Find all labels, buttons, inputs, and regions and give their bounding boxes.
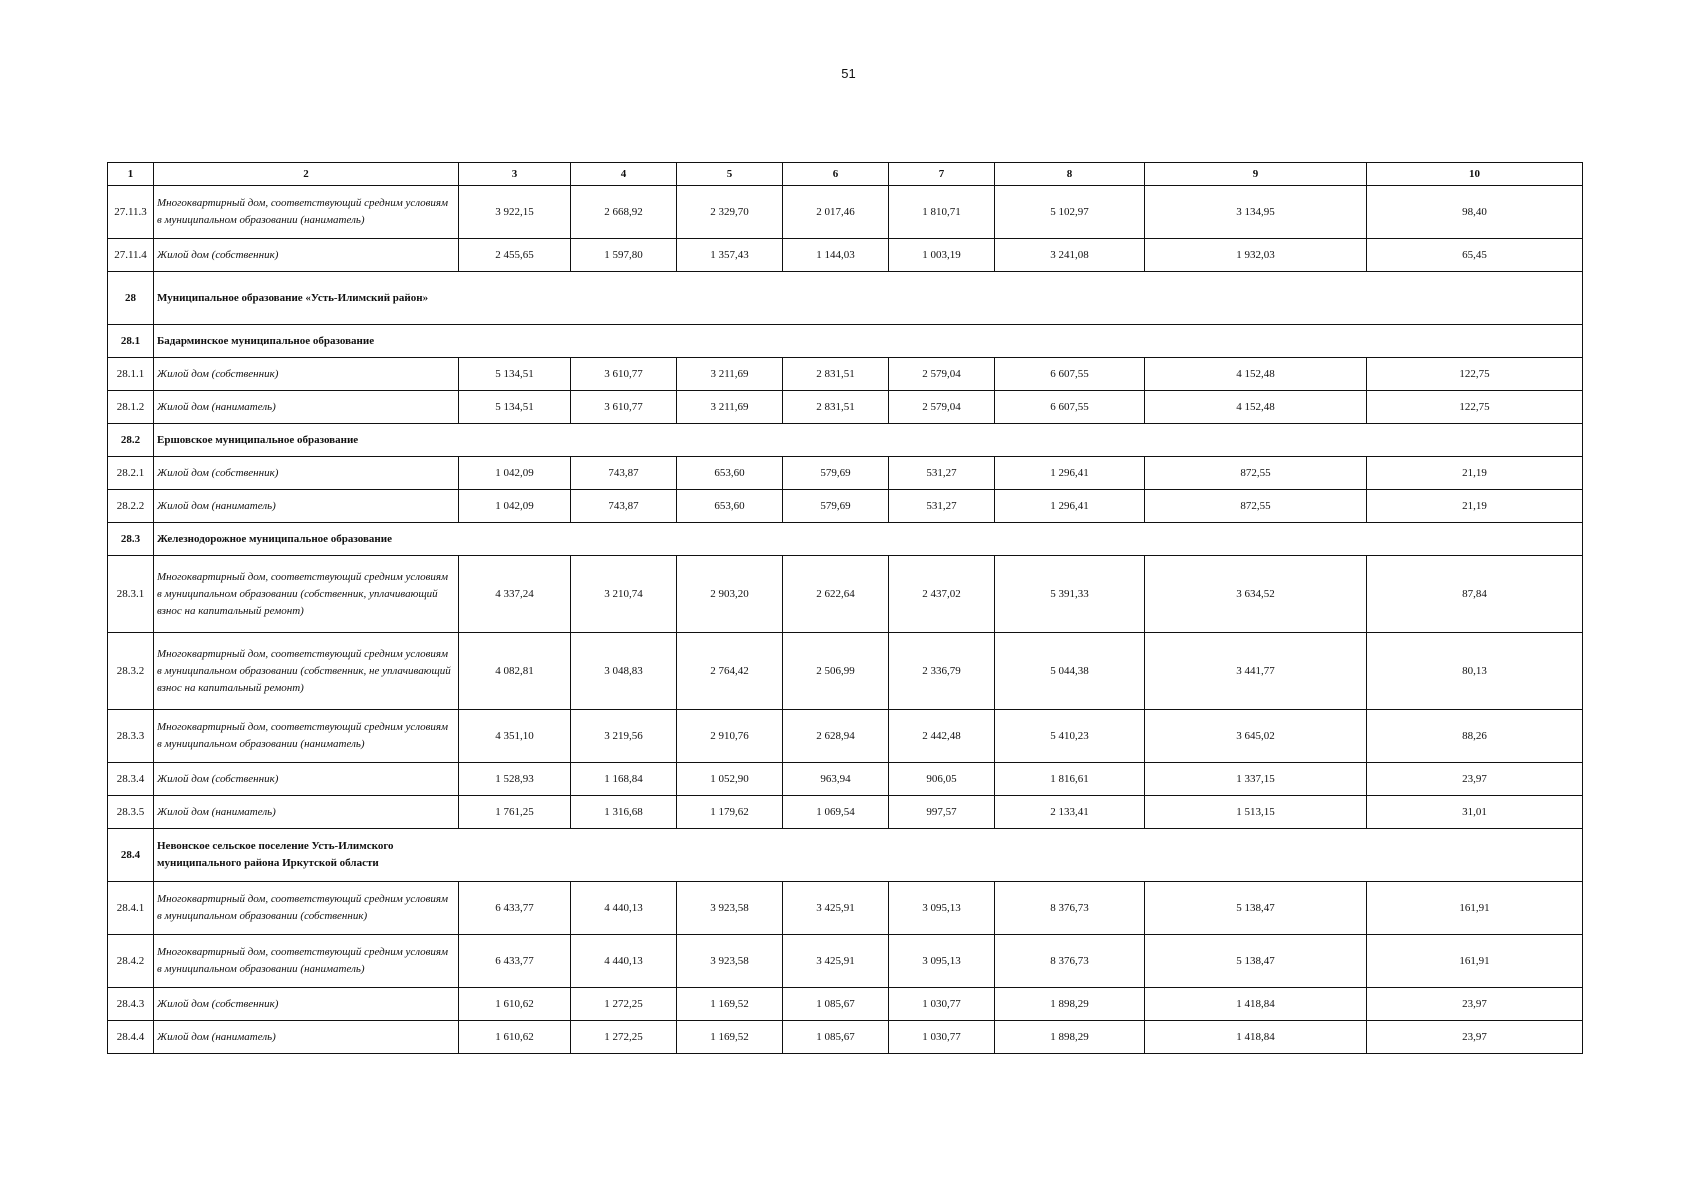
value-cell: 4 440,13 bbox=[571, 882, 677, 935]
value-cell: 1 169,52 bbox=[677, 1021, 783, 1054]
value-cell: 2 831,51 bbox=[783, 391, 889, 424]
value-cell: 122,75 bbox=[1367, 358, 1583, 391]
value-cell: 4 082,81 bbox=[459, 633, 571, 710]
row-code: 28.3.4 bbox=[108, 763, 154, 796]
value-cell: 8 376,73 bbox=[995, 882, 1145, 935]
value-cell: 1 069,54 bbox=[783, 796, 889, 829]
table-row bbox=[108, 358, 1583, 391]
value-cell: 1 272,25 bbox=[571, 988, 677, 1021]
value-cell: 88,26 bbox=[1367, 710, 1583, 763]
table-row bbox=[108, 988, 1583, 1021]
value-cell: 579,69 bbox=[783, 457, 889, 490]
value-cell: 2 579,04 bbox=[889, 391, 995, 424]
row-code: 28.4.3 bbox=[108, 988, 154, 1021]
value-cell: 6 433,77 bbox=[459, 935, 571, 988]
row-code: 28.1.2 bbox=[108, 391, 154, 424]
row-name: Жилой дом (собственник) bbox=[154, 358, 459, 391]
value-cell: 1 030,77 bbox=[889, 988, 995, 1021]
row-name: Жилой дом (наниматель) bbox=[154, 490, 459, 523]
value-cell: 4 351,10 bbox=[459, 710, 571, 763]
value-cell: 31,01 bbox=[1367, 796, 1583, 829]
value-cell: 3 645,02 bbox=[1145, 710, 1367, 763]
value-cell: 1 610,62 bbox=[459, 1021, 571, 1054]
section-title bbox=[154, 272, 1583, 325]
section-title-text: Муниципальное образование «Усть-Илимский район» bbox=[157, 291, 429, 304]
value-cell: 1 085,67 bbox=[783, 1021, 889, 1054]
row-name: Многоквартирный дом, соответствующий средним условиям в муниципальном образовании (наниматель) bbox=[154, 935, 459, 988]
value-cell: 579,69 bbox=[783, 490, 889, 523]
value-cell: 2 903,20 bbox=[677, 556, 783, 633]
value-cell: 1 513,15 bbox=[1145, 796, 1367, 829]
value-cell: 5 134,51 bbox=[459, 391, 571, 424]
row-name: Жилой дом (наниматель) bbox=[154, 796, 459, 829]
row-name: Многоквартирный дом, соответствующий средним условиям в муниципальном образовании (собственник) bbox=[154, 882, 459, 935]
value-cell: 3 922,15 bbox=[459, 186, 571, 239]
value-cell: 21,19 bbox=[1367, 490, 1583, 523]
value-cell: 5 410,23 bbox=[995, 710, 1145, 763]
value-cell: 3 425,91 bbox=[783, 882, 889, 935]
value-cell: 2 329,70 bbox=[677, 186, 783, 239]
column-header: 6 bbox=[783, 163, 889, 186]
section-row bbox=[108, 424, 1583, 457]
row-code: 28.3.1 bbox=[108, 556, 154, 633]
table-row bbox=[108, 882, 1583, 935]
value-cell: 23,97 bbox=[1367, 763, 1583, 796]
table-row bbox=[108, 763, 1583, 796]
value-cell: 1 144,03 bbox=[783, 239, 889, 272]
tariff-table bbox=[107, 162, 1583, 1054]
value-cell: 3 923,58 bbox=[677, 935, 783, 988]
value-cell: 5 044,38 bbox=[995, 633, 1145, 710]
section-title bbox=[154, 829, 1583, 882]
value-cell: 3 425,91 bbox=[783, 935, 889, 988]
column-header: 1 bbox=[108, 163, 154, 186]
value-cell: 3 634,52 bbox=[1145, 556, 1367, 633]
value-cell: 161,91 bbox=[1367, 935, 1583, 988]
section-row bbox=[108, 272, 1583, 325]
row-name: Жилой дом (наниматель) bbox=[154, 391, 459, 424]
value-cell: 3 219,56 bbox=[571, 710, 677, 763]
value-cell: 653,60 bbox=[677, 457, 783, 490]
column-header: 3 bbox=[459, 163, 571, 186]
table-row bbox=[108, 556, 1583, 633]
column-header: 7 bbox=[889, 163, 995, 186]
column-header: 2 bbox=[154, 163, 459, 186]
row-code: 27.11.3 bbox=[108, 186, 154, 239]
column-header: 4 bbox=[571, 163, 677, 186]
section-title-text: Ершовское муниципальное образование bbox=[157, 433, 359, 446]
section-title bbox=[154, 325, 1583, 358]
section-title-text: Невонское сельское поселение Усть-Илимского муниципального района Иркутской области bbox=[157, 840, 394, 869]
value-cell: 3 211,69 bbox=[677, 391, 783, 424]
row-code: 28.3.2 bbox=[108, 633, 154, 710]
table-row bbox=[108, 391, 1583, 424]
section-code: 28.3 bbox=[108, 523, 154, 556]
value-cell: 1 296,41 bbox=[995, 457, 1145, 490]
value-cell: 3 441,77 bbox=[1145, 633, 1367, 710]
value-cell: 23,97 bbox=[1367, 988, 1583, 1021]
table-row bbox=[108, 490, 1583, 523]
value-cell: 1 597,80 bbox=[571, 239, 677, 272]
value-cell: 4 337,24 bbox=[459, 556, 571, 633]
row-name: Многоквартирный дом, соответствующий средним условиям в муниципальном образовании (наниматель) bbox=[154, 186, 459, 239]
value-cell: 3 048,83 bbox=[571, 633, 677, 710]
value-cell: 1 052,90 bbox=[677, 763, 783, 796]
row-name: Жилой дом (собственник) bbox=[154, 988, 459, 1021]
value-cell: 1 357,43 bbox=[677, 239, 783, 272]
row-code: 27.11.4 bbox=[108, 239, 154, 272]
value-cell: 2 437,02 bbox=[889, 556, 995, 633]
row-code: 28.3.5 bbox=[108, 796, 154, 829]
value-cell: 1 168,84 bbox=[571, 763, 677, 796]
value-cell: 1 272,25 bbox=[571, 1021, 677, 1054]
value-cell: 122,75 bbox=[1367, 391, 1583, 424]
value-cell: 2 831,51 bbox=[783, 358, 889, 391]
row-code: 28.2.2 bbox=[108, 490, 154, 523]
row-code: 28.1.1 bbox=[108, 358, 154, 391]
row-code: 28.4.1 bbox=[108, 882, 154, 935]
value-cell: 80,13 bbox=[1367, 633, 1583, 710]
value-cell: 2 442,48 bbox=[889, 710, 995, 763]
value-cell: 6 607,55 bbox=[995, 358, 1145, 391]
column-header: 9 bbox=[1145, 163, 1367, 186]
value-cell: 743,87 bbox=[571, 457, 677, 490]
table-row bbox=[108, 1021, 1583, 1054]
value-cell: 531,27 bbox=[889, 457, 995, 490]
row-name: Жилой дом (собственник) bbox=[154, 457, 459, 490]
table-row bbox=[108, 935, 1583, 988]
value-cell: 1 816,61 bbox=[995, 763, 1145, 796]
value-cell: 6 433,77 bbox=[459, 882, 571, 935]
section-code: 28.1 bbox=[108, 325, 154, 358]
table-row bbox=[108, 710, 1583, 763]
column-header: 10 bbox=[1367, 163, 1583, 186]
table-row bbox=[108, 186, 1583, 239]
value-cell: 872,55 bbox=[1145, 457, 1367, 490]
section-title-text: Железнодорожное муниципальное образование bbox=[157, 532, 392, 545]
value-cell: 3 610,77 bbox=[571, 391, 677, 424]
value-cell: 6 607,55 bbox=[995, 391, 1145, 424]
value-cell: 4 440,13 bbox=[571, 935, 677, 988]
value-cell: 1 030,77 bbox=[889, 1021, 995, 1054]
value-cell: 1 003,19 bbox=[889, 239, 995, 272]
value-cell: 2 910,76 bbox=[677, 710, 783, 763]
value-cell: 531,27 bbox=[889, 490, 995, 523]
value-cell: 1 337,15 bbox=[1145, 763, 1367, 796]
page-number: 51 bbox=[841, 66, 856, 81]
row-name: Многоквартирный дом, соответствующий средним условиям в муниципальном образовании (наниматель) bbox=[154, 710, 459, 763]
value-cell: 1 418,84 bbox=[1145, 1021, 1367, 1054]
value-cell: 3 241,08 bbox=[995, 239, 1145, 272]
value-cell: 906,05 bbox=[889, 763, 995, 796]
value-cell: 1 898,29 bbox=[995, 988, 1145, 1021]
value-cell: 3 923,58 bbox=[677, 882, 783, 935]
value-cell: 2 133,41 bbox=[995, 796, 1145, 829]
value-cell: 2 668,92 bbox=[571, 186, 677, 239]
value-cell: 2 336,79 bbox=[889, 633, 995, 710]
value-cell: 1 316,68 bbox=[571, 796, 677, 829]
value-cell: 653,60 bbox=[677, 490, 783, 523]
value-cell: 1 761,25 bbox=[459, 796, 571, 829]
value-cell: 1 528,93 bbox=[459, 763, 571, 796]
value-cell: 2 764,42 bbox=[677, 633, 783, 710]
value-cell: 3 134,95 bbox=[1145, 186, 1367, 239]
section-title-text: Бадарминское муниципальное образование bbox=[157, 334, 375, 347]
value-cell: 4 152,48 bbox=[1145, 358, 1367, 391]
section-title bbox=[154, 523, 1583, 556]
value-cell: 963,94 bbox=[783, 763, 889, 796]
value-cell: 23,97 bbox=[1367, 1021, 1583, 1054]
value-cell: 1 042,09 bbox=[459, 457, 571, 490]
row-code: 28.3.3 bbox=[108, 710, 154, 763]
value-cell: 98,40 bbox=[1367, 186, 1583, 239]
section-title bbox=[154, 424, 1583, 457]
value-cell: 87,84 bbox=[1367, 556, 1583, 633]
value-cell: 2 455,65 bbox=[459, 239, 571, 272]
value-cell: 1 810,71 bbox=[889, 186, 995, 239]
value-cell: 3 210,74 bbox=[571, 556, 677, 633]
value-cell: 2 506,99 bbox=[783, 633, 889, 710]
value-cell: 5 102,97 bbox=[995, 186, 1145, 239]
section-code: 28.4 bbox=[108, 829, 154, 882]
table-row bbox=[108, 239, 1583, 272]
table-body bbox=[108, 186, 1583, 1054]
value-cell: 5 138,47 bbox=[1145, 882, 1367, 935]
row-code: 28.4.2 bbox=[108, 935, 154, 988]
value-cell: 1 085,67 bbox=[783, 988, 889, 1021]
section-code: 28.2 bbox=[108, 424, 154, 457]
value-cell: 1 418,84 bbox=[1145, 988, 1367, 1021]
table-header-row bbox=[108, 163, 1583, 186]
value-cell: 3 610,77 bbox=[571, 358, 677, 391]
row-name: Жилой дом (собственник) bbox=[154, 239, 459, 272]
value-cell: 3 211,69 bbox=[677, 358, 783, 391]
value-cell: 3 095,13 bbox=[889, 882, 995, 935]
column-header: 8 bbox=[995, 163, 1145, 186]
value-cell: 21,19 bbox=[1367, 457, 1583, 490]
value-cell: 1 296,41 bbox=[995, 490, 1145, 523]
section-row bbox=[108, 523, 1583, 556]
section-row bbox=[108, 829, 1583, 882]
value-cell: 2 579,04 bbox=[889, 358, 995, 391]
row-name: Жилой дом (собственник) bbox=[154, 763, 459, 796]
value-cell: 997,57 bbox=[889, 796, 995, 829]
section-code: 28 bbox=[108, 272, 154, 325]
section-row bbox=[108, 325, 1583, 358]
value-cell: 743,87 bbox=[571, 490, 677, 523]
value-cell: 5 134,51 bbox=[459, 358, 571, 391]
value-cell: 8 376,73 bbox=[995, 935, 1145, 988]
row-code: 28.2.1 bbox=[108, 457, 154, 490]
value-cell: 1 932,03 bbox=[1145, 239, 1367, 272]
value-cell: 2 017,46 bbox=[783, 186, 889, 239]
value-cell: 2 628,94 bbox=[783, 710, 889, 763]
value-cell: 1 179,62 bbox=[677, 796, 783, 829]
value-cell: 1 610,62 bbox=[459, 988, 571, 1021]
value-cell: 1 169,52 bbox=[677, 988, 783, 1021]
value-cell: 1 042,09 bbox=[459, 490, 571, 523]
row-name: Многоквартирный дом, соответствующий средним условиям в муниципальном образовании (собственник, не уплачивающий взнос на капитальный ремонт) bbox=[154, 633, 459, 710]
value-cell: 4 152,48 bbox=[1145, 391, 1367, 424]
value-cell: 161,91 bbox=[1367, 882, 1583, 935]
value-cell: 2 622,64 bbox=[783, 556, 889, 633]
value-cell: 872,55 bbox=[1145, 490, 1367, 523]
row-code: 28.4.4 bbox=[108, 1021, 154, 1054]
value-cell: 5 391,33 bbox=[995, 556, 1145, 633]
value-cell: 5 138,47 bbox=[1145, 935, 1367, 988]
row-name: Многоквартирный дом, соответствующий средним условиям в муниципальном образовании (собственник, уплачивающий взнос на капитальный ремонт) bbox=[154, 556, 459, 633]
row-name: Жилой дом (наниматель) bbox=[154, 1021, 459, 1054]
column-header: 5 bbox=[677, 163, 783, 186]
value-cell: 1 898,29 bbox=[995, 1021, 1145, 1054]
table-row bbox=[108, 633, 1583, 710]
table-row bbox=[108, 796, 1583, 829]
value-cell: 65,45 bbox=[1367, 239, 1583, 272]
table-row bbox=[108, 457, 1583, 490]
value-cell: 3 095,13 bbox=[889, 935, 995, 988]
